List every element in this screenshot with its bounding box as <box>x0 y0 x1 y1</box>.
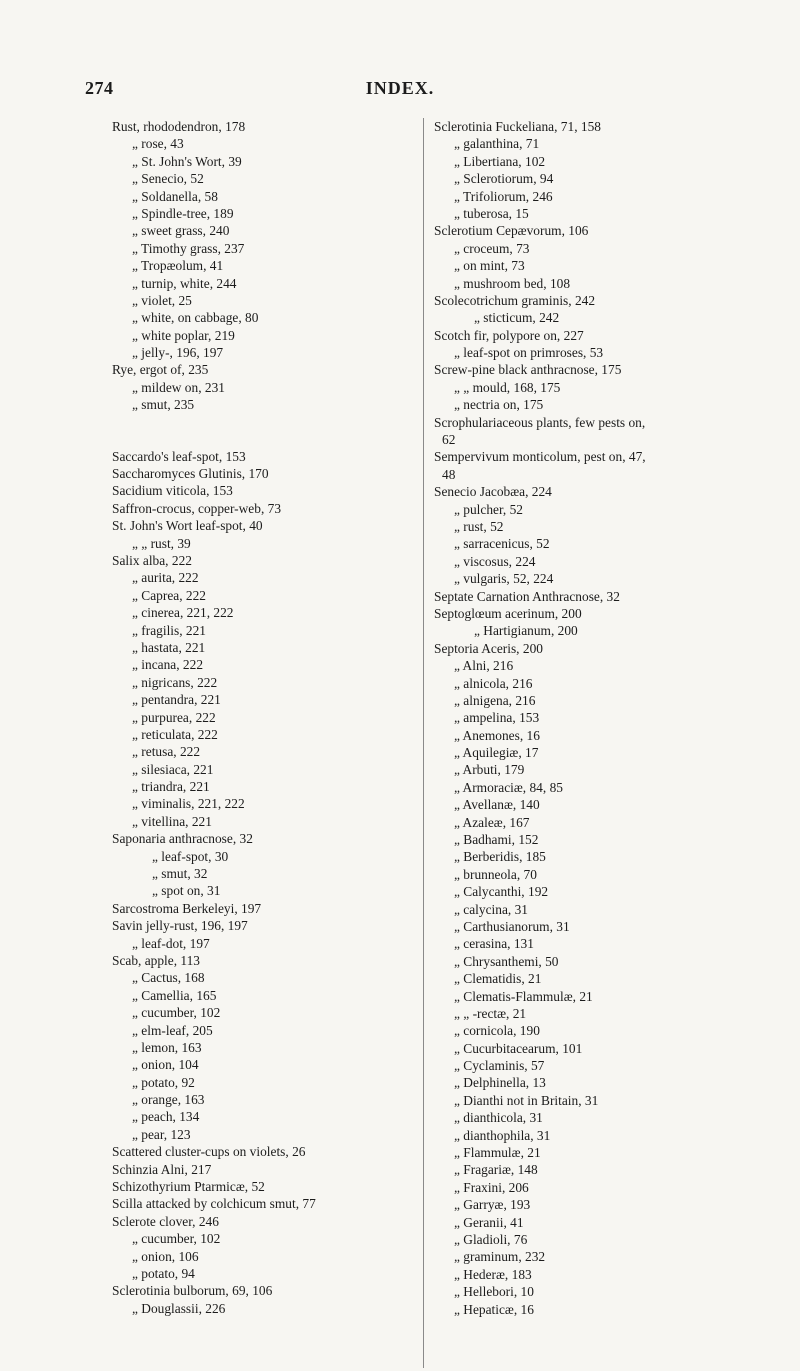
index-subentry: „ rose, 43 <box>132 136 184 152</box>
index-subentry: „ onion, 104 <box>132 1057 199 1073</box>
index-subentry: „ purpurea, 222 <box>132 709 216 725</box>
index-subentry: „ leaf-spot, 30 <box>152 848 229 864</box>
index-entry: Sclerotium Cepævorum, 106 <box>434 223 589 239</box>
index-subentry: „ pentandra, 221 <box>132 692 221 708</box>
index-subentry: „ ampelina, 153 <box>454 710 540 726</box>
index-subentry: „ croceum, 73 <box>454 240 530 256</box>
index-subentry: „ Arbuti, 179 <box>454 762 525 778</box>
index-subentry: „ Carthusianorum, 31 <box>454 918 570 934</box>
index-subentry: „ Garryæ, 193 <box>454 1197 531 1213</box>
index-subentry: „ aurita, 222 <box>132 570 199 586</box>
index-subentry: „ hastata, 221 <box>132 639 206 655</box>
index-subentry: „ Hederæ, 183 <box>454 1266 532 1282</box>
index-subentry: „ Berberidis, 185 <box>454 849 546 865</box>
index-entry: Saccardo's leaf-spot, 153 <box>112 448 246 464</box>
index-subentry: „ Soldanella, 58 <box>132 188 218 204</box>
index-entry: Saponaria anthracnose, 32 <box>112 831 253 847</box>
index-subentry: „ sticticum, 242 <box>474 310 560 326</box>
index-subentry: „ viscosus, 224 <box>454 553 536 569</box>
index-entry: Scab, apple, 113 <box>112 952 201 968</box>
entry-gap <box>112 414 412 448</box>
index-subentry: „ Timothy grass, 237 <box>132 240 245 256</box>
index-subentry: „ pear, 123 <box>132 1126 191 1142</box>
index-subentry: 48 <box>442 466 456 482</box>
index-subentry: „ on mint, 73 <box>454 258 525 274</box>
index-subentry: „ mushroom bed, 108 <box>454 275 571 291</box>
index-subentry: „ dianthicola, 31 <box>454 1110 543 1126</box>
index-subentry: „ smut, 235 <box>132 397 195 413</box>
index-entry: Sarcostroma Berkeleyi, 197 <box>112 900 262 916</box>
index-subentry: „ alnicola, 216 <box>454 675 533 691</box>
column-divider <box>423 118 424 1368</box>
index-subentry: „ vitellina, 221 <box>132 813 212 829</box>
page-number: 274 <box>85 78 114 98</box>
index-entry: Saccharomyces Glutinis, 170 <box>112 466 269 482</box>
index-entry: Sacidium viticola, 153 <box>112 483 233 499</box>
index-subentry: „ incana, 222 <box>132 657 204 673</box>
index-subentry: „ Geranii, 41 <box>454 1214 524 1230</box>
index-subentry: „ Libertiana, 102 <box>454 153 546 169</box>
index-subentry: „ Clematis-Flammulæ, 21 <box>454 988 593 1004</box>
index-subentry: „ Hartigianum, 200 <box>474 623 578 639</box>
index-subentry: „ cinerea, 221, 222 <box>132 605 234 621</box>
index-entry: Schinzia Alni, 217 <box>112 1161 212 1177</box>
index-subentry: „ nigricans, 222 <box>132 674 218 690</box>
index-subentry: „ Caprea, 222 <box>132 587 206 603</box>
index-entry: Rye, ergot of, 235 <box>112 362 209 378</box>
index-subentry: „ „ -rectæ, 21 <box>454 1005 527 1021</box>
index-subentry: „ cucumber, 102 <box>132 1005 221 1021</box>
index-subentry: „ Anemones, 16 <box>454 727 540 743</box>
index-subentry: „ Hepaticæ, 16 <box>454 1301 534 1317</box>
index-entry: Sempervivum monticolum, pest on, 47, <box>434 449 646 465</box>
index-entry: Septoglœum acerinum, 200 <box>434 605 582 621</box>
index-subentry: „ Flammulæ, 21 <box>454 1145 541 1161</box>
index-subentry: „ Cyclaminis, 57 <box>454 1058 545 1074</box>
index-subentry: „ sweet grass, 240 <box>132 223 230 239</box>
index-subentry: „ Chrysanthemi, 50 <box>454 953 559 969</box>
index-subentry: „ St. John's Wort, 39 <box>132 153 242 169</box>
index-subentry: „ brunneola, 70 <box>454 866 537 882</box>
index-subentry: „ „ mould, 168, 175 <box>454 379 561 395</box>
index-subentry: „ nectria on, 175 <box>454 397 544 413</box>
index-subentry: „ silesiaca, 221 <box>132 761 214 777</box>
index-subentry: „ white, on cabbage, 80 <box>132 310 259 326</box>
index-subentry: „ reticulata, 222 <box>132 726 218 742</box>
index-entry: Screw-pine black anthracnose, 175 <box>434 362 622 378</box>
running-head: INDEX. <box>365 78 435 98</box>
index-subentry: „ Badhami, 152 <box>454 832 539 848</box>
index-entry: Schizothyrium Ptarmicæ, 52 <box>112 1179 265 1195</box>
index-subentry: „ Sclerotiorum, 94 <box>454 171 554 187</box>
index-entry: Senecio Jacobæa, 224 <box>434 484 552 500</box>
index-subentry: „ cerasina, 131 <box>454 936 534 952</box>
index-entry: St. John's Wort leaf-spot, 40 <box>112 518 263 534</box>
index-entry: Saffron-crocus, copper-web, 73 <box>112 500 282 516</box>
index-subentry: „ alnigena, 216 <box>454 692 536 708</box>
index-subentry: „ turnip, white, 244 <box>132 275 237 291</box>
index-subentry: „ Dianthi not in Britain, 31 <box>454 1092 599 1108</box>
index-subentry: „ mildew on, 231 <box>132 379 225 395</box>
index-subentry: „ calycina, 31 <box>454 901 528 917</box>
index-subentry: „ Fraxini, 206 <box>454 1179 529 1195</box>
index-entry: Scolecotrichum graminis, 242 <box>434 292 596 308</box>
index-subentry: „ leaf-spot on primroses, 53 <box>454 345 604 361</box>
index-subentry: „ smut, 32 <box>152 866 208 882</box>
index-subentry: „ Clematidis, 21 <box>454 971 542 987</box>
index-entry: Salix alba, 222 <box>112 552 192 568</box>
index-subentry: „ Calycanthi, 192 <box>454 884 549 900</box>
index-subentry: „ spot on, 31 <box>152 883 221 899</box>
index-entry: Scotch fir, polypore on, 227 <box>434 327 584 343</box>
index-subentry: „ retusa, 222 <box>132 744 201 760</box>
index-entry: Rust, rhododendron, 178 <box>112 119 246 134</box>
page-header <box>0 78 800 102</box>
index-subentry: „ Fragariæ, 148 <box>454 1162 538 1178</box>
index-subentry: „ Aquilegiæ, 17 <box>454 745 539 761</box>
index-subentry: „ Avellanæ, 140 <box>454 797 540 813</box>
index-subentry: „ Gladioli, 76 <box>454 1232 528 1247</box>
index-subentry: „ rust, 52 <box>454 518 504 534</box>
index-subentry: „ Delphinella, 13 <box>454 1075 546 1091</box>
index-subentry: „ Trifoliorum, 246 <box>454 188 553 204</box>
index-subentry: „ sarracenicus, 52 <box>454 536 550 552</box>
index-entry: Scattered cluster-cups on violets, 26 <box>112 1144 306 1160</box>
index-subentry: „ peach, 134 <box>132 1109 200 1125</box>
index-subentry: „ potato, 92 <box>132 1074 195 1090</box>
index-subentry: „ Alni, 216 <box>454 658 514 674</box>
index-subentry: „ graminum, 232 <box>454 1249 546 1265</box>
index-subentry: „ lemon, 163 <box>132 1039 202 1055</box>
index-entry: Savin jelly-rust, 196, 197 <box>112 918 248 934</box>
index-subentry: „ Douglassii, 226 <box>132 1300 226 1316</box>
index-subentry: „ dianthophila, 31 <box>454 1127 551 1143</box>
index-subentry: „ cucumber, 102 <box>132 1231 221 1247</box>
index-subentry: „ potato, 94 <box>132 1266 195 1281</box>
index-entry: Scilla attacked by colchicum smut, 77 <box>112 1196 316 1212</box>
index-subentry: „ Senecio, 52 <box>132 171 204 187</box>
index-subentry: „ Spindle-tree, 189 <box>132 205 234 221</box>
index-subentry: „ violet, 25 <box>132 292 192 308</box>
index-entry: Scrophulariaceous plants, few pests on, <box>434 414 646 430</box>
index-subentry: „ orange, 163 <box>132 1092 205 1108</box>
index-subentry: „ vulgaris, 52, 224 <box>454 571 554 587</box>
index-subentry: „ cornicola, 190 <box>454 1023 540 1039</box>
index-entry: Sclerotinia Fuckeliana, 71, 158 <box>434 119 601 134</box>
index-subentry: „ „ rust, 39 <box>132 535 191 551</box>
index-column-left <box>112 118 412 1317</box>
index-subentry: „ triandra, 221 <box>132 779 210 795</box>
index-entry: Sclerotinia bulborum, 69, 106 <box>112 1283 273 1299</box>
index-entry: Septate Carnation Anthracnose, 32 <box>434 588 620 604</box>
index-subentry: „ elm-leaf, 205 <box>132 1022 213 1038</box>
index-subentry: „ Tropæolum, 41 <box>132 258 224 274</box>
index-entry: Sclerote clover, 246 <box>112 1213 219 1229</box>
index-subentry: „ Azaleæ, 167 <box>454 814 530 830</box>
index-subentry: „ onion, 106 <box>132 1248 199 1264</box>
index-subentry: 62 <box>442 432 456 448</box>
index-subentry: „ tuberosa, 15 <box>454 205 529 221</box>
index-subentry: „ Camellia, 165 <box>132 987 217 1003</box>
index-subentry: „ Cucurbitacearum, 101 <box>454 1040 583 1056</box>
index-subentry: „ Hellebori, 10 <box>454 1284 534 1300</box>
index-subentry: „ white poplar, 219 <box>132 327 235 343</box>
index-subentry: „ pulcher, 52 <box>454 501 523 517</box>
index-entry: Septoria Aceris, 200 <box>434 640 543 656</box>
index-subentry: „ galanthina, 71 <box>454 136 540 152</box>
index-subentry: „ leaf-dot, 197 <box>132 935 210 951</box>
index-subentry: „ Armoraciæ, 84, 85 <box>454 779 563 795</box>
index-column-right <box>426 118 784 1318</box>
index-subentry: „ jelly-, 196, 197 <box>132 345 224 361</box>
index-subentry: „ viminalis, 221, 222 <box>132 796 245 812</box>
index-subentry: „ Cactus, 168 <box>132 970 205 986</box>
index-subentry: „ fragilis, 221 <box>132 622 207 638</box>
